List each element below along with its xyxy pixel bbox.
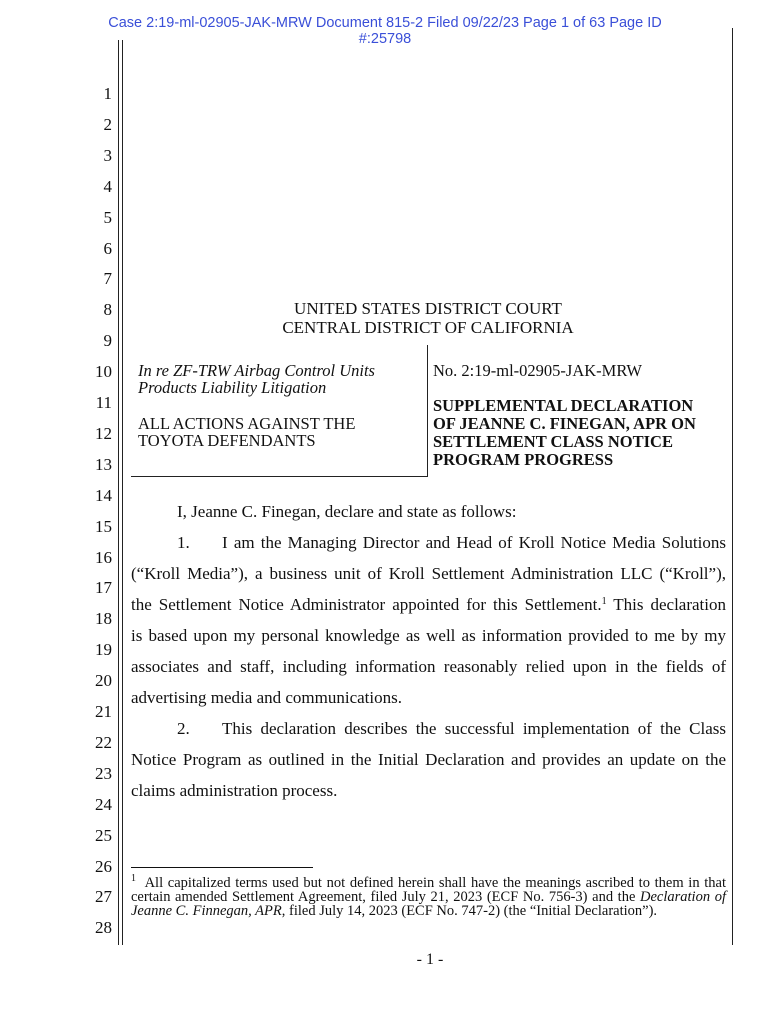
paragraph-1-line-4: is based upon my personal knowledge as well as information provided to me by my (131, 626, 726, 645)
line-number: 3 (103, 145, 112, 165)
line-number: 11 (95, 393, 112, 412)
line-number: 28 (95, 918, 112, 938)
line-number: 27 (95, 887, 112, 907)
document-title-line-1: SUPPLEMENTAL DECLARATION (433, 396, 694, 415)
line-number: 9 (103, 331, 112, 351)
line-number: 17 (95, 578, 112, 598)
court-name-line-1: UNITED STATES DISTRICT COURT (294, 299, 562, 318)
footnote-separator (131, 867, 313, 868)
paragraph-2-number: 2. (177, 719, 190, 738)
caption-divider-vertical (427, 345, 428, 477)
line-number: 1 (103, 84, 112, 103)
paragraph-1-line-5: associates and staff, including information reasonably relied upon in the fields of (131, 657, 726, 676)
page-number: - 1 - (416, 951, 444, 968)
line-number: 21 (95, 702, 112, 721)
document-title-line-3: SETTLEMENT CLASS NOTICE (433, 432, 673, 451)
caption-actions-line-2: TOYOTA DEFENDANTS (138, 431, 316, 450)
line-number: 2 (103, 114, 112, 134)
case-number: No. 2:19-ml-02905-JAK-MRW (433, 361, 642, 380)
line-number: 26 (95, 856, 112, 876)
right-margin-rule (732, 28, 733, 945)
footnote-marker: 1 (131, 873, 136, 884)
paragraph-1-line-2: (“Kroll Media”), a business unit of Kroll Settlement Administration LLC (“Kroll”), (131, 564, 726, 583)
line-number: 10 (95, 362, 112, 382)
line-number: 25 (95, 825, 112, 845)
paragraph-1-line-3-text: the Settlement Notice Administrator appointed for this Settlement. (131, 595, 602, 614)
line-number: 16 (95, 547, 112, 567)
line-number: 19 (95, 640, 112, 660)
line-number: 22 (95, 732, 112, 752)
line-number: 14 (95, 485, 112, 505)
paragraph-1-line-1: I am the Managing Director and Head of Kroll Notice Media Solutions (222, 533, 726, 552)
left-margin-rule-inner (122, 40, 123, 945)
paragraph-1-number: 1. (177, 533, 190, 552)
line-number: 20 (95, 671, 112, 691)
line-number: 12 (95, 423, 112, 443)
ecf-header-line-2: #:25798 (358, 31, 412, 47)
court-name-line-2: CENTRAL DISTRICT OF CALIFORNIA (282, 318, 574, 337)
line-number: 15 (95, 516, 112, 536)
footnote-reference-1: 1 (601, 596, 607, 607)
paragraph-1-line-3 (131, 595, 726, 615)
caption-in-re-line-1: In re ZF-TRW Airbag Control Units (138, 361, 375, 380)
intro-line (177, 502, 677, 522)
document-title-line-4: PROGRAM PROGRESS (433, 450, 614, 469)
footnote-text-italic: Declaration of Jeanne C. Finnegan, APR (131, 889, 726, 919)
paragraph-1-line-3-tail: This declaration (606, 595, 726, 614)
paragraph-2-line-3: claims administration process. (131, 781, 338, 800)
line-number: 8 (103, 300, 112, 320)
footnote-1 (131, 873, 727, 919)
line-number: 18 (95, 609, 112, 629)
footnote-text-a: All capitalized terms used but not defined herein shall have the meanings ascribed to them in that certain amended Settlement Agreement, filed July 21, 2023 (ECF No. 756-3) and the (131, 875, 727, 905)
line-number: 13 (95, 454, 112, 474)
line-number: 23 (95, 763, 112, 783)
left-margin-rule-outer (118, 40, 119, 945)
intro-text: I, Jeanne C. Finegan, declare and state as follows: (177, 502, 517, 521)
caption-actions-line-1: ALL ACTIONS AGAINST THE (138, 414, 356, 433)
line-number: 7 (103, 269, 112, 289)
ecf-header-line-1: Case 2:19-ml-02905-JAK-MRW Document 815-2 Filed 09/22/23 Page 1 of 63 Page ID (108, 15, 662, 31)
document-title-line-2: OF JEANNE C. FINEGAN, APR ON (433, 414, 696, 433)
paragraph-2-line-1: This declaration describes the successful implementation of the Class (222, 719, 726, 738)
caption-divider-horizontal (131, 476, 427, 477)
line-number: 4 (103, 176, 112, 196)
caption-in-re-line-2: Products Liability Litigation (138, 378, 327, 397)
line-number: 24 (95, 794, 112, 814)
line-number: 6 (103, 238, 112, 258)
footnote-text-b: , filed July 14, 2023 (ECF No. 747-2) (the “Initial Declaration”). (281, 903, 658, 919)
paragraph-1-line-6: advertising media and communications. (131, 688, 402, 707)
line-number: 5 (103, 207, 112, 227)
paragraph-2-line-2: Notice Program as outlined in the Initial Declaration and provides an update on the (131, 750, 726, 769)
